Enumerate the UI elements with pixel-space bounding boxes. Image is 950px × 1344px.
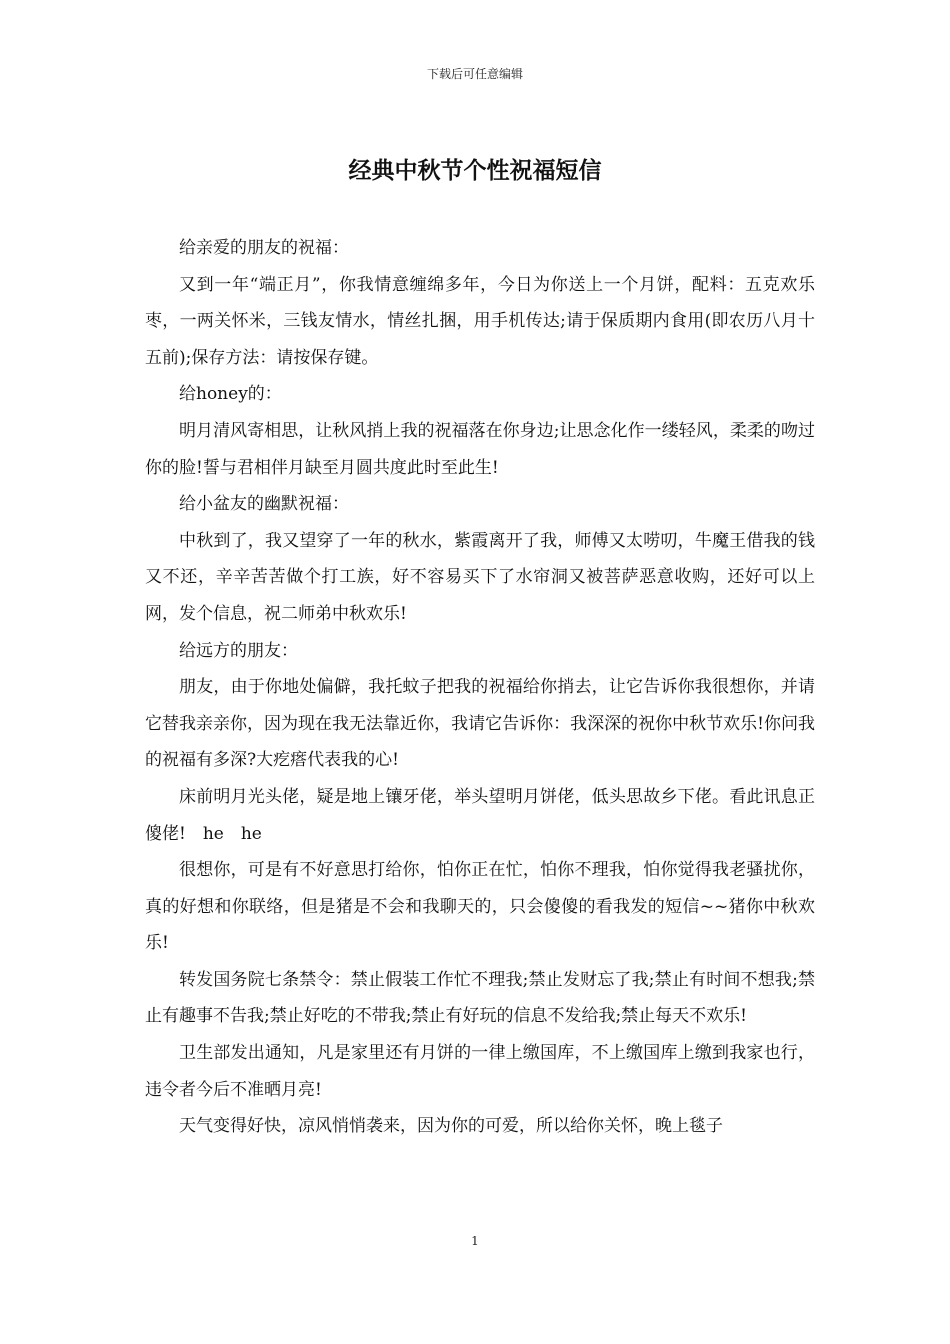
- paragraph-poem-message: 床前明月光头佬，疑是地上镶牙佬，举头望明月饼佬，低头思故乡下佬。看此讯息正傻佬! he he: [145, 786, 815, 844]
- document-body: [145, 230, 815, 1145]
- paragraph-miss-you-message: 很想你，可是有不好意思打给你，怕你正在忙，怕你不理我，怕你觉得我老骚扰你，真的好想和你联络，但是猪是不会和我聊天的，只会傻傻的看我发的短信~~猪你中秋欢乐!: [145, 860, 815, 954]
- paragraph-notice-message: 卫生部发出通知，凡是家里还有月饼的一律上缴国库，不上缴国库上缴到我家也行，违令者今后不准晒月亮!: [145, 1043, 815, 1100]
- document-title: 经典中秋节个性祝福短信: [348, 157, 602, 184]
- page-number: 1: [471, 1234, 479, 1248]
- paragraph-weather-message: 天气变得好快，凉风悄悄袭来，因为你的可爱，所以给你关怀，晚上毯子: [179, 1116, 723, 1137]
- header-note: 下载后可任意编辑: [426, 67, 523, 81]
- paragraph-kids-heading: 给小盆友的幽默祝福：: [179, 494, 349, 515]
- paragraph-rules-message: 转发国务院七条禁令：禁止假装工作忙不理我;禁止发财忘了我;禁止有时间不想我;禁止有趣事不告我;禁止好吃的不带我;禁止有好玩的信息不发给我;禁止每天不欢乐!: [145, 969, 815, 1027]
- paragraph-friend-heading: 给亲爱的朋友的祝福：: [179, 238, 349, 258]
- paragraph-mooncake-message: 又到一年“端正月”，你我情意缠绵多年，今日为你送上一个月饼，配料：五克欢乐枣，一两关怀米，三钱友情水，情丝扎捆，用手机传达;请于保质期内食用(即农历八月十五前);保存方法：请按保存键。: [145, 274, 815, 368]
- paragraph-distant-message: 朋友，由于你地处偏僻，我托蚊子把我的祝福给你捎去，让它告诉你我很想你，并请它替我亲亲你，因为现在我无法靠近你，我请它告诉你：我深深的祝你中秋节欢乐!你问我的祝福有多深?大疙瘩代表我的心!: [145, 677, 815, 771]
- paragraph-distant-heading: 给远方的朋友：: [179, 640, 298, 661]
- paragraph-kids-message: 中秋到了，我又望穿了一年的秋水，紫霞离开了我，师傅又太唠叨，牛魔王借我的钱又不还，辛辛苦苦做个打工族，好不容易买下了水帘洞又被菩萨恶意收购，还好可以上网，发个信息，祝二师弟中秋欢乐!: [145, 530, 815, 624]
- paragraph-honey-message: 明月清风寄相思，让秋风捎上我的祝福落在你身边;让思念化作一缕轻风，柔柔的吻过你的脸!誓与君相伴月缺至月圆共度此时至此生!: [145, 420, 815, 478]
- paragraph-honey-heading: 给honey的：: [179, 384, 282, 405]
